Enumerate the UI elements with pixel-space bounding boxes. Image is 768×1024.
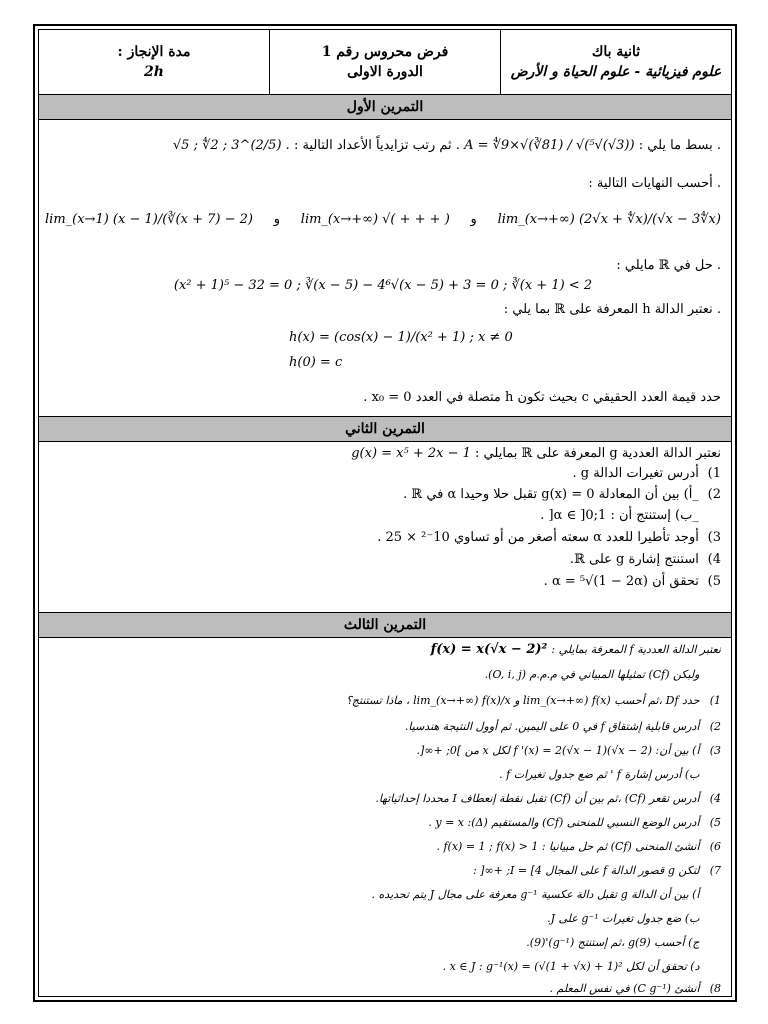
ex3-item-text: أدرس قابلية إشتقاق f في 0 على اليمين. ثم أوول النتيجة هندسيا.	[404, 720, 700, 733]
ex3-item-text: أ) بين أن الدالة g تقبل دالة عكسية g⁻¹ معرفة على مجال J يتم تحديده .	[371, 888, 700, 901]
ex2-item-text: تحقق أن α = ⁵√(1 − 2α) .	[543, 574, 699, 589]
ex1-and-2: و	[470, 212, 477, 227]
ex1-limit-2: lim_(x→+∞) √( + + + )	[300, 212, 450, 227]
exam-header	[39, 30, 731, 95]
ex3-intro-math: f(x) = x(√x − 2)²	[430, 642, 548, 657]
exercise-2-title: التمرين الثاني	[39, 416, 731, 442]
ex2-item	[45, 530, 721, 545]
ex1-limit-3: lim_(x→+∞) (2√x + ∜x)/(√x − 3∜x)	[497, 212, 721, 227]
ex1-piecewise-line1: h(x) = (cos(x) − 1)/(x² + 1) ; x ≠ 0	[289, 330, 513, 345]
ex2-item-number: 1)	[707, 466, 721, 481]
ex3-item	[45, 668, 721, 681]
ex3-item	[45, 888, 721, 901]
ex3-item-text: ب) ضع جدول تغيرات g⁻¹ على J.	[547, 912, 700, 925]
ex2-item-text: أوجد تأطيرا للعدد α سعته أصغر من أو تساوي 10⁻² × 25 .	[377, 530, 699, 545]
exam-session: الدورة الاولى	[347, 64, 423, 80]
exam-page	[33, 24, 737, 1002]
ex3-item-number: 7)	[709, 864, 721, 877]
ex3-item-number: 8)	[709, 982, 721, 995]
ex1-q3-text: . حل في ℝ مايلي :	[616, 258, 721, 273]
ex3-item-text: حدد Df ،ثم أحسب lim_(x→+∞) f(x) و lim_(x→+∞) f(x)/x ، ماذا تستنتج؟	[346, 694, 700, 707]
ex3-intro: نعتبر الدالة العددية f المعرفة بمايلي :	[551, 643, 721, 656]
ex3-item-number: 6)	[709, 840, 721, 853]
exercise-2-body	[39, 442, 731, 602]
exam-frame	[38, 29, 732, 997]
ex2-item-text: _ب) إستنتج أن : α ∈ ]0;1[ .	[540, 508, 699, 523]
ex3-item-text: أ) بين أن: f '(x) = 2(√x − 1)(√x − 2) لكل x من ]0; +∞[.	[416, 744, 700, 757]
ex3-item	[45, 744, 721, 757]
ex1-equations: (x² + 1)⁵ − 32 = 0 ; ∛(x − 5) − 4⁶√(x − 5) + 3 = 0 ; ∛(x + 1) < 2	[173, 278, 593, 293]
ex1-q1-text: . بسط ما يلي :	[638, 138, 721, 153]
ex2-item-number: 2)	[707, 487, 721, 502]
ex3-item-text: ب) أدرس إشارة f ' ثم ضع جدول تغيرات f .	[499, 768, 700, 781]
exercise-3-body	[39, 638, 731, 998]
ex2-item-text: أدرس تغيرات الدالة g .	[572, 466, 699, 481]
duration-cell	[39, 30, 269, 94]
ex1-and-1: و	[273, 212, 281, 227]
duration-value: 2h	[144, 64, 164, 80]
ex3-item	[45, 960, 721, 973]
ex3-item-number: 3)	[709, 744, 721, 757]
stream-label: علوم فيزيائية - علوم الحياة و الأرض	[510, 64, 722, 80]
ex3-item	[45, 720, 721, 733]
ex2-item-number: 4)	[707, 552, 721, 567]
ex3-item-text: ولبكن (Cf) تمثيلها المبياني في م.م.م (O, i, j).	[484, 668, 700, 681]
ex2-item	[45, 552, 721, 567]
ex2-item-text: استنتج إشارة g على ℝ.	[569, 552, 699, 567]
ex2-item	[45, 466, 721, 481]
ex3-item	[45, 936, 721, 949]
ex2-item	[45, 487, 721, 502]
ex1-q4-text: . نعتبر الدالة h المعرفة على ℝ بما يلي :	[503, 302, 721, 317]
ex1-q1-math2: √5 ; ∜2 ; 3^(2/5) .	[172, 138, 290, 153]
ex2-item-number: 3)	[707, 530, 721, 545]
ex1-q1-line	[45, 138, 721, 153]
ex1-q1-math: A = ∜9×√(∛81) / √(⁵√(√3))	[464, 138, 635, 153]
ex1-q3-math	[45, 278, 721, 293]
ex3-item-text: أدرس تقعر (Cf) ،ثم بين أن (Cf) تقبل نقطة إنعطاف I محددا إحداثياتها.	[375, 792, 700, 805]
exercise-1-title: التمرين الأول	[39, 94, 731, 120]
ex3-intro-line	[45, 642, 721, 657]
ex1-limit-1: lim_(x→1) (x − 1)/(∛(x + 7) − 2)	[45, 212, 253, 227]
ex2-intro: نعتبر الدالة العددية g المعرفة على ℝ بمايلي :	[475, 446, 721, 461]
ex2-item	[45, 508, 721, 523]
ex2-item-text: _أ) بين أن المعادلة g(x) = 0 تقبل حلا وحيدا α في ℝ .	[403, 487, 699, 502]
ex3-item-text: أدرس الوضع النسبي للمنحنى (Cf) والمستقيم (Δ): y = x .	[428, 816, 700, 829]
ex2-item	[45, 574, 721, 589]
ex3-item	[45, 840, 721, 853]
ex1-q2-text: . أحسب النهايات التالية :	[588, 176, 721, 191]
ex1-q4-text2: حدد قيمة العدد الحقيقي c بحيث تكون h متصلة في العدد 0 = x₀ .	[363, 390, 721, 405]
exam-title: فرض محروس رقم 1	[321, 44, 449, 60]
ex3-item-text: د) تحقق أن لكل x ∈ J : g⁻¹(x) = (√(1 + √x) + 1)² .	[442, 960, 700, 973]
exercise-3-title: التمرين الثالث	[39, 612, 731, 638]
ex3-item	[45, 768, 721, 781]
ex3-item-text: لتكن g قصور الدالة f على المجال I = [4; +∞[ :	[472, 864, 700, 877]
level-label: ثانية باك	[591, 44, 641, 60]
ex1-piecewise-line2: h(0) = c	[289, 355, 343, 370]
ex1-piecewise	[289, 330, 513, 370]
duration-label: مدة الإنجاز :	[117, 44, 191, 60]
ex3-item	[45, 694, 721, 707]
exam-title-cell	[269, 30, 500, 94]
ex3-item-text: أنشئ (C g⁻¹) في نفس المعلم .	[549, 982, 700, 995]
ex3-item-number: 4)	[709, 792, 721, 805]
ex3-item-number: 2)	[709, 720, 721, 733]
ex3-item-number: 5)	[709, 816, 721, 829]
ex3-item-text: أنشئ المنحنى (Cf) ثم حل مبيانيا : f(x) = 1 ; f(x) > 1 .	[436, 840, 700, 853]
ex2-item-number: 5)	[707, 574, 721, 589]
ex3-item-number: 1)	[709, 694, 721, 707]
ex3-item-text: ج) أحسب g(9) ،ثم إستنتج (g⁻¹)'(9).	[526, 936, 700, 949]
ex3-item	[45, 864, 721, 877]
ex1-limits-line	[45, 212, 721, 227]
ex3-item	[45, 816, 721, 829]
ex3-item	[45, 792, 721, 805]
ex2-intro-math: g(x) = x⁵ + 2x − 1	[351, 446, 471, 461]
ex1-q1-text2: . ثم رتب تزايدياً الأعداد التالية :	[293, 138, 460, 153]
ex2-intro-line	[45, 446, 721, 461]
ex3-item	[45, 982, 721, 995]
exercise-1-body	[39, 120, 731, 416]
level-cell	[500, 30, 731, 94]
ex3-item	[45, 912, 721, 925]
